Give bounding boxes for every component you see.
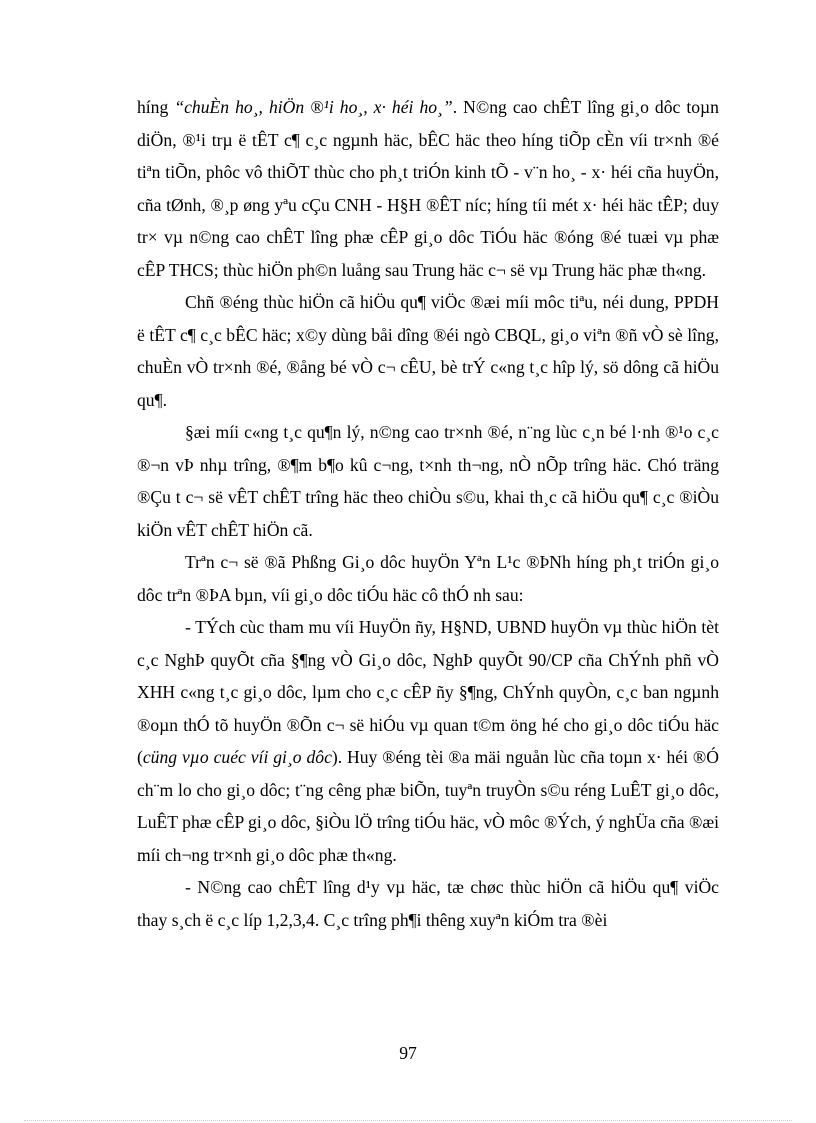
- paragraph-1: [137, 91, 719, 286]
- paragraph-5-text-a: - TÝch cùc tham mu víi HuyÖn ñy, H§ND, UBND huyÖn vµ thùc hiÖn tèt c¸c NghÞ quyÕt cña §¶ng vÒ Gi¸o dôc, NghÞ quyÕt 90/CP cña ChÝnh phñ vÒ XHH c«ng t¸c gi¸o dôc, lµm cho c¸c cÊP ñy §¶ng, ChÝnh quyÒn, c¸c ban ngµnh ®oµn thÓ tõ huyÖn ®Õn c¬ së hiÓu vµ quan t©m öng hé cho gi¸o dôc tiÓu häc (: [137, 617, 719, 767]
- paragraph-2-text: Chñ ®éng thùc hiÖn cã hiÖu qu¶ viÖc ®æi míi môc tiªu, néi dung, PPDH ë tÊT c¶ c¸c bÊC häc; x©y dùng båi dîng ®éi ngò CBQL, gi¸o viªn ®ñ vÒ sè lîng, chuÈn vÒ tr×nh ®é, ®ång bé vÒ c¬ cÊU, bè trÝ c«ng t¸c hîp lý, sö dông cã hiÖu qu¶.: [137, 292, 719, 410]
- body-text: [137, 91, 719, 936]
- paragraph-1-text-b: . N©ng cao chÊT lîng gi¸o dôc toµn diÖn, ®¹i trµ ë tÊT c¶ c¸c ngµnh häc, bÊC häc theo híng tiÕp cÈn víi tr×nh ®é tiªn tiÕn, phôc vô thiÕT thùc cho ph¸t triÓn kinh tÕ - v¨n ho¸ - x· héi cña huyÖn, cña tØnh, ®¸p øng yªu cÇu CNH - H§H ®ÊT níc; híng tíi mét x· héi häc tÊP; duy tr× vµ n©ng cao chÊT lîng phæ cÊP gi¸o dôc TiÓu häc ®óng ®é tuæi vµ phæ cÊP THCS; thùc hiÖn ph©n luång sau Trung häc c¬ së vµ Trung häc phæ th«ng.: [137, 97, 719, 280]
- paragraph-1-text-a: híng: [137, 97, 175, 117]
- paragraph-1-quote: “chuÈn ho¸, hiÖn ®¹i ho¸, x· héi ho¸”: [174, 97, 453, 117]
- paragraph-4: [137, 546, 719, 611]
- paragraph-5: [137, 611, 719, 871]
- paragraph-3: [137, 416, 719, 546]
- paragraph-2: [137, 286, 719, 416]
- paragraph-5-text-b: ). Huy ®éng tèi ®a mäi nguån lùc cña toµn x· héi ®Ó ch¨m lo cho gi¸o dôc; t¨ng cêng phæ biÕn, tuyªn truyÒn s©u réng LuÊT gi¸o dôc, LuÊT phæ cÊP gi¸o dôc, §iÒu lÖ trîng tiÓu häc, vÒ môc ®Ých, ý nghÜa cña ®æi míi ch¬ng tr×nh gi¸o dôc phæ th«ng.: [137, 747, 719, 865]
- paragraph-6: [137, 871, 719, 936]
- page-number: 97: [399, 1043, 417, 1063]
- paragraph-4-text: Trªn c¬ së ®ã Phßng Gi¸o dôc huyÖn Yªn L¹c ®ÞNh híng ph¸t triÓn gi¸o dôc trªn ®ÞA bµn, víi gi¸o dôc tiÓu häc cô thÓ nh sau:: [137, 552, 719, 605]
- paragraph-6-text: - N©ng cao chÊT lîng d¹y vµ häc, tæ chøc thùc hiÖn cã hiÖu qu¶ viÖc thay s¸ch ë c¸c líp 1,2,3,4. C¸c trîng ph¶i thêng xuyªn kiÓm tra ®èi: [137, 877, 719, 930]
- page-bottom-divider: [24, 1120, 792, 1121]
- paragraph-3-text: §æi míi c«ng t¸c qu¶n lý, n©ng cao tr×nh ®é, n¨ng lùc c¸n bé l·nh ®¹o c¸c ®¬n vÞ nhµ trîng, ®¶m b¶o kû c¬ng, t×nh th¬ng, nÒ nÕp trîng häc. Chó träng ®Çu t c¬ së vÊT chÊT trîng häc theo chiÒu s©u, khai th¸c cã hiÖu qu¶ c¸c ®iÒu kiÖn vÊT chÊT hiÖn cã.: [137, 422, 719, 540]
- paragraph-5-italic: cüng vµo cuéc víi gi¸o dôc: [142, 747, 332, 767]
